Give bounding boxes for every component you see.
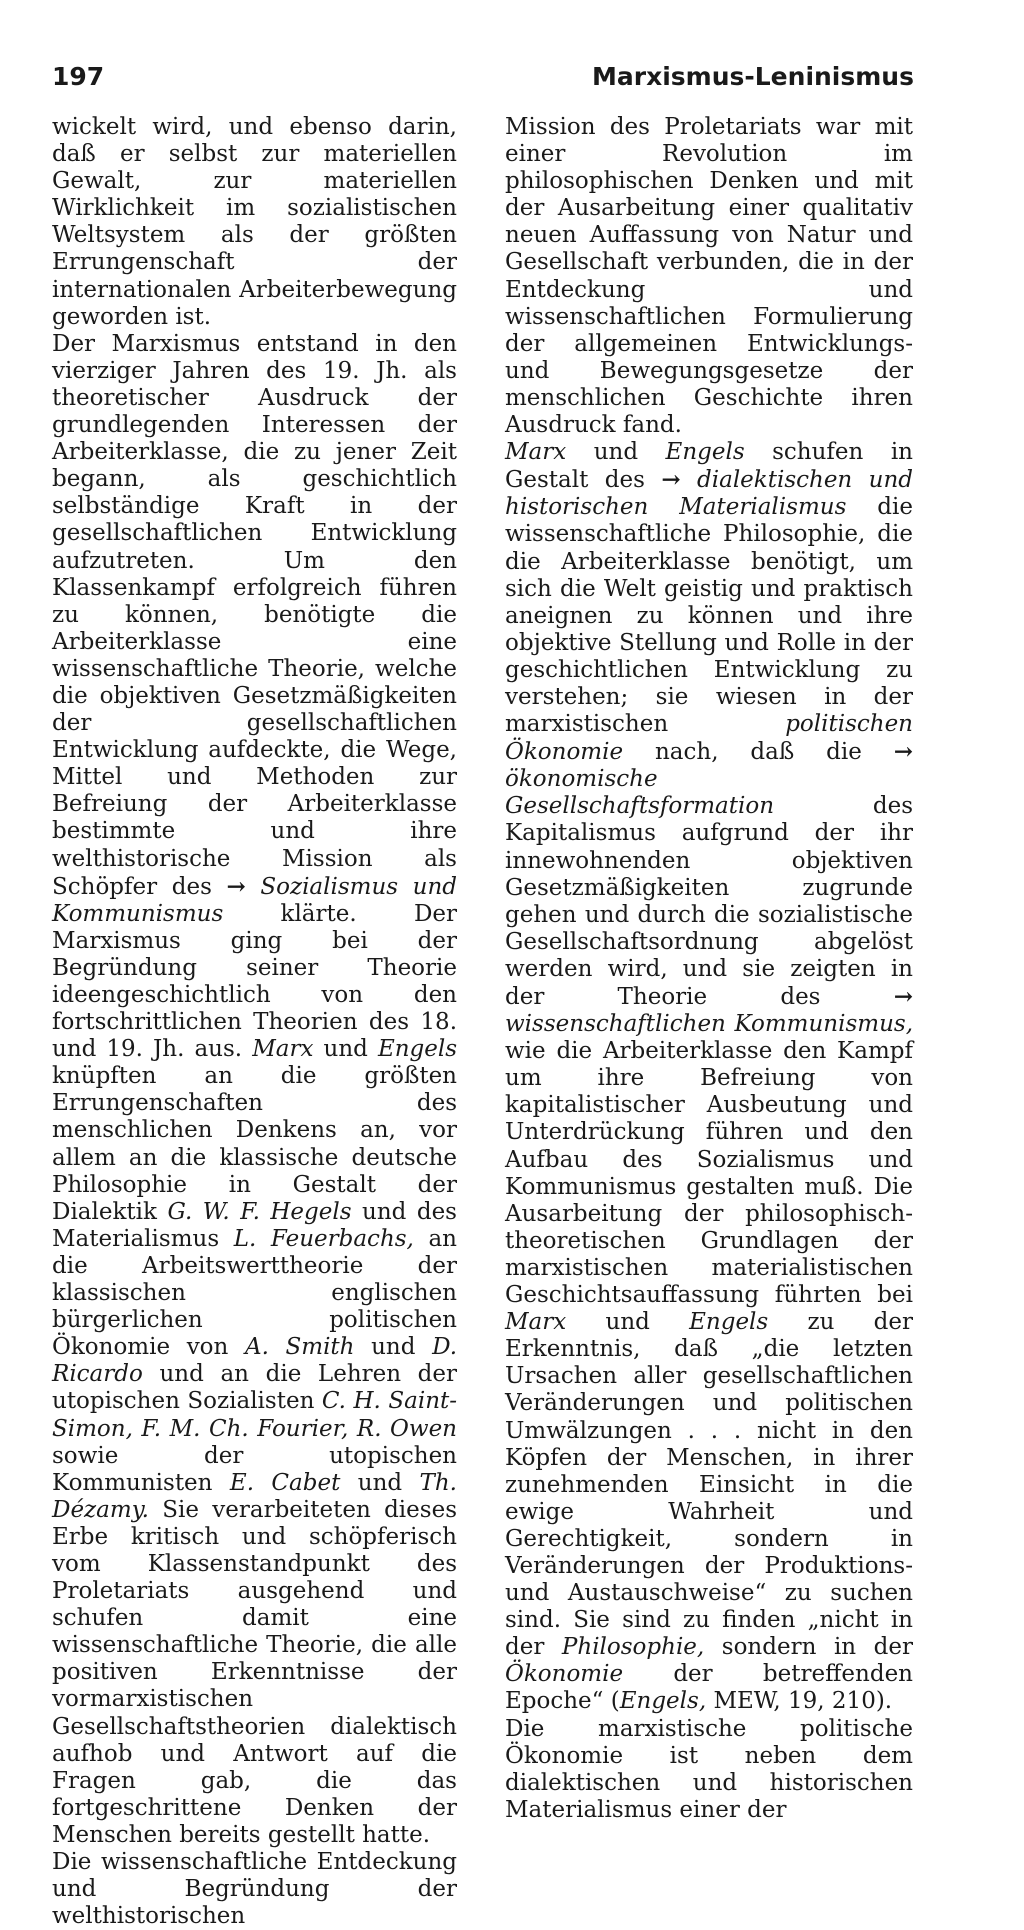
person-name: Engels bbox=[689, 1309, 769, 1336]
person-name: Th. Dézamy. bbox=[52, 1469, 457, 1523]
person-name: L. Feuerbachs, bbox=[233, 1225, 414, 1252]
page-header bbox=[52, 62, 914, 98]
text-run: und an die Lehren der utopischen Sozialisten bbox=[52, 1361, 458, 1415]
person-name: Marx bbox=[505, 1309, 567, 1336]
text-run: MEW, 19, 210). bbox=[713, 1688, 893, 1715]
text-run: des Kapitalismus aufgrund der ihr innewohnenden objektiven Gesetzmäßigkeiten zugrunde gehen und durch die sozialistische Gesellschaftsordnung abgelöst werden wird, und sie zeigten in der Theorie des bbox=[505, 793, 913, 1010]
person-name: A. Smith bbox=[244, 1334, 355, 1361]
emphasis: politischen Ökonomie bbox=[505, 711, 913, 766]
text-run: und bbox=[371, 1334, 416, 1361]
text-run: knüpften an die größten Errungenschaften des menschlichen Denkens an, vor allem an die klassische deutsche Philosophie in Gestalt der Dialektik bbox=[52, 1063, 457, 1225]
cross-reference-link[interactable]: wissenschaftlichen Kommunismus, bbox=[505, 1011, 913, 1038]
paragraph bbox=[52, 1849, 457, 1930]
left-column bbox=[52, 114, 457, 1930]
person-name: Marx bbox=[505, 439, 567, 466]
text-run: und bbox=[605, 1309, 650, 1336]
person-name: E. Cabet bbox=[229, 1469, 341, 1496]
text-run: Der Marxismus entstand in den vierziger Jahren des 19. Jh. als theoretischer Ausdruck der grundlegenden Interessen der Arbeiterklasse, die zu jener Zeit begann, als geschichtlich selbständige Kraft in der gesellschaftlichen Entwicklung aufzutreten. Um den Klassenkampf erfolgreich führen zu können, benötigte die Arbeiterklasse eine wissenschaftliche Theorie, welche die objektiven Gesetzmäßigkeiten der gesellschaftlichen Entwicklung aufdeckte, die Wege, Mittel und Methoden zur Befreiung der Arbeiterklasse bestimmte und ihre welthistorische Mission als Schöpfer des bbox=[52, 330, 457, 900]
text-run: Die wissenschaftliche Entdeckung und Begründung der welthistorischen bbox=[52, 1849, 457, 1930]
page-number: 197 bbox=[52, 62, 105, 91]
running-head: Marxismus-Leninismus bbox=[592, 62, 914, 91]
paragraph bbox=[505, 1716, 913, 1824]
text-run: und bbox=[323, 1036, 368, 1063]
person-name: G. W. F. Hegels bbox=[167, 1198, 352, 1225]
text-run: wie die Arbeiterklasse den Kampf um ihre Befreiung von kapitalistischer Ausbeutung und Unterdrückung führen und den Aufbau des Sozialismus und Kommunismus gestalten muß. Die Ausarbeitung der philosophisch-theoretischen Grundlagen der marxistischen materialistischen Geschichtsauffassung führten bei bbox=[505, 1038, 913, 1309]
person-name: Engels bbox=[377, 1036, 458, 1063]
text-run: schufen in Gestalt des bbox=[505, 439, 913, 494]
cross-reference-arrow-icon: → bbox=[893, 983, 914, 1010]
right-column bbox=[505, 114, 913, 1824]
emphasis: Ökonomie bbox=[505, 1661, 624, 1688]
text-run: Mission des Proletariats war mit einer Revolution im philosophischen Denken und mit der Ausarbeitung einer qualitativ neuen Auffassung von Natur und Gesellschaft verbunden, die in der Entdeckung und wissenschaftlichen Formulierung der allgemeinen Entwicklungs- und Bewegungsgesetze der menschlichen Geschichte ihren Ausdruck fand. bbox=[505, 114, 913, 439]
text-run: Die marxistische politische Ökonomie ist neben dem dialektischen und historischen Materialismus einer der bbox=[505, 1715, 913, 1823]
cross-reference-link[interactable]: Sozialismus und Kommunismus bbox=[52, 873, 458, 927]
text-run: klärte. Der Marxismus ging bei der Begründung seiner Theorie ideengeschichtlich von den fortschrittlichen Theorien des 18. und 19. Jh. aus. bbox=[52, 900, 457, 1063]
person-name: Engels bbox=[665, 439, 745, 466]
person-name: D. Ricardo bbox=[52, 1334, 458, 1388]
text-run: der betreffenden Epoche“ ( bbox=[505, 1661, 913, 1715]
paragraph bbox=[52, 331, 457, 1849]
text-run: und bbox=[593, 439, 639, 466]
text-run: die wissenschaftliche Philosophie, die die Arbeiterklasse benötigt, um sich die Welt geistig und praktisch aneignen zu können und ihre objektive Stellung und Rolle in der geschichtlichen Entwicklung zu verstehen; sie wiesen in der marxistischen bbox=[505, 494, 913, 738]
cross-reference-link[interactable]: ökonomische Gesellschaftsformation bbox=[505, 766, 775, 820]
text-run: nach, daß die bbox=[654, 739, 862, 766]
person-name: Engels, bbox=[619, 1688, 707, 1715]
text-run: an die Arbeitswerttheorie der klassischen englischen bürgerlichen politischen Ökonomie von bbox=[52, 1225, 457, 1361]
paragraph bbox=[52, 114, 457, 331]
text-run: Sie verarbeiteten dieses Erbe kritisch und schöpferisch vom Klassenstandpunkt des Proletariats ausgehend und schufen damit eine wissenschaftliche Theorie, die alle positiven Erkenntnisse der vormarxistischen Gesellschaftstheorien dialektisch aufhob und Antwort auf die Fragen gab, die das fortgeschrittene Denken der Menschen bereits gestellt hatte. bbox=[52, 1496, 457, 1848]
person-name: Marx bbox=[252, 1036, 314, 1063]
person-name: C. H. Saint-Simon, F. M. Ch. Fourier, R. Owen bbox=[52, 1388, 458, 1442]
paragraph bbox=[505, 114, 913, 439]
text-run: wickelt wird, und ebenso darin, daß er selbst zur materiellen Gewalt, zur materiellen Wirklichkeit im sozialistischen Weltsystem als der größten Errungenschaft der internationalen Arbeiterbewegung geworden ist. bbox=[52, 114, 457, 330]
paragraph bbox=[505, 439, 913, 1715]
cross-reference-arrow-icon: → bbox=[226, 872, 246, 900]
text-run: und des Materialismus bbox=[52, 1198, 457, 1252]
text-run: und bbox=[357, 1469, 403, 1496]
text-run: sondern in der bbox=[721, 1634, 913, 1661]
text-run: zu der Erkenntnis, daß „die letzten Ursachen aller gesellschaftlichen Veränderungen und politischen Umwälzungen . . . nicht in den Köpfen der Menschen, in ihrer zunehmenden Einsicht in die ewige Wahrheit und Gerechtigkeit, sondern in Veränderungen der Produktions- und Austauschweise“ zu suchen sind. Sie sind zu finden „nicht in der bbox=[505, 1309, 914, 1661]
cross-reference-arrow-icon: → bbox=[893, 738, 913, 766]
cross-reference-link[interactable]: dialektischen und historischen Materialismus bbox=[505, 467, 914, 521]
text-run: sowie der utopischen Kommunisten bbox=[52, 1442, 457, 1496]
emphasis: Philosophie, bbox=[561, 1634, 705, 1661]
cross-reference-arrow-icon: → bbox=[661, 466, 681, 494]
